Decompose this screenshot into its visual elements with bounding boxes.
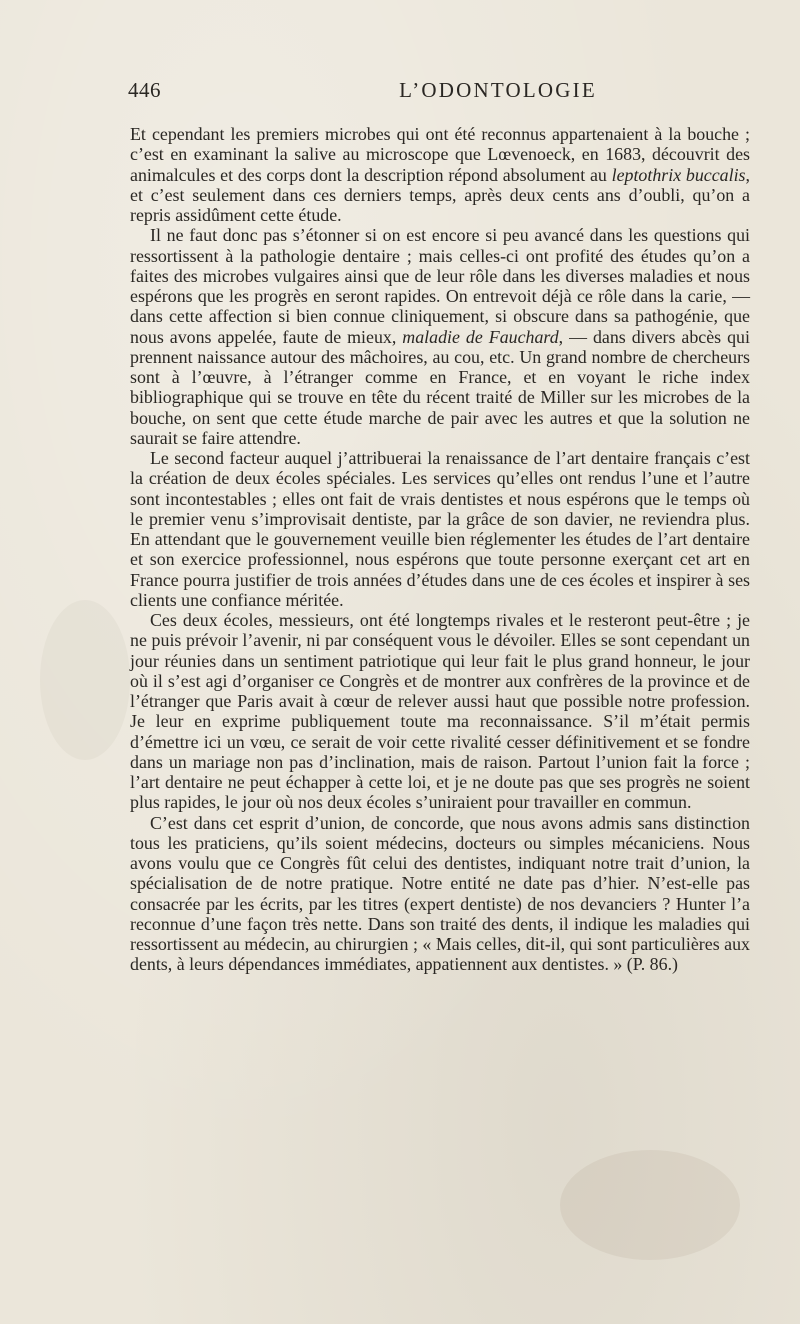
paragraph-text: , et c’est seulement dans ces derniers temps, après deux cents ans d’oubli, qu’on a repris assidûment cette étude.	[130, 164, 750, 225]
paragraph-text: Il ne faut donc pas s’étonner si on est encore si peu avancé dans les questions qui ressortissent à la pathologie dentaire ; mais celles-ci ont profité des études qu’on a faites des microbes vulgaires ainsi que de leur rôle dans les diverses maladies et nous espérons que les progrès en seront rapides. On entrevoit déjà ce rôle dans la carie, — dans cette affection si bien connue cliniquement, si obscure dans sa pathogénie, que nous avons appelée, faute de mieux,	[130, 225, 750, 347]
page-header	[128, 78, 748, 108]
paragraph	[130, 124, 750, 225]
italic-term: maladie de Fauchard	[402, 326, 559, 347]
paper-stain	[40, 600, 130, 760]
paragraph-text: Et cependant les premiers microbes qui ont été reconnus appartenaient à la bouche ; c’est en examinant la salive au microscope que Lœvenoeck, en 1683, découvrit des animalcules et des corps dont la description répond absolument au	[130, 124, 750, 185]
page-number: 446	[128, 78, 161, 102]
paragraph-text: , — dans divers abcès qui prennent naissance autour des mâchoires, au cou, etc. Un grand nombre de chercheurs sont à l’œuvre, à l’étranger comme en France, et en voyant le riche index bibliographique qui se trouve en tête du récent traité de Miller sur les microbes de la bouche, on sent que cette étude marche de pair avec les autres et que la solution ne saurait se faire attendre.	[130, 326, 750, 448]
body-text	[130, 124, 750, 975]
italic-term: leptothrix buccalis	[611, 164, 746, 185]
paper-stain	[560, 1150, 740, 1260]
paragraph: Le second facteur auquel j’attribuerai la renaissance de l’art dentaire français c’est la création de deux écoles spéciales. Les services qu’elles ont rendus l’une et l’autre sont incontestables ; elles ont fait de vrais dentistes et nous espérons que le temps où le premier venu s’improvisait dentiste, par la grâce de son davier, ne reviendra plus. En attendant que le gouvernement veuille bien réglementer les études de l’art dentaire et son exercice professionnel, nous espérons que toute personne exerçant cet art en France pourra justifier de trois années d’études dans une de ces écoles et inspirer à ses clients une confiance méritée.	[130, 448, 750, 610]
paragraph: C’est dans cet esprit d’union, de concorde, que nous avons admis sans distinction tous les praticiens, qu’ils soient médecins, docteurs ou simples mécaniciens. Nous avons voulu que ce Congrès fût celui des dentistes, indiquant notre trait d’union, la spécialisation de de notre pratique. Notre entité ne date pas d’hier. N’est-elle pas consacrée par les écrits, par les titres (expert dentiste) de nos devanciers ? Hunter l’a reconnue d’une façon très nette. Dans son traité des dents, il indique les maladies qui ressortissent au médecin, au chirurgien ; « Mais celles, dit-il, qui sont particulières aux dents, à leurs dépendances immédiates, appatiennent aux dentistes. » (P. 86.)	[130, 812, 750, 975]
paragraph	[130, 225, 750, 448]
running-title: L’ODONTOLOGIE	[399, 78, 597, 102]
paragraph: Ces deux écoles, messieurs, ont été longtemps rivales et le resteront peut-être ; je ne puis prévoir l’avenir, ni par conséquent vous le dévoiler. Elles se sont cependant un jour réunies dans un sentiment patriotique qui leur fait le plus grand honneur, le jour où il s’est agi d’organiser ce Congrès et de montrer aux confrères de la province et de l’étranger que Paris avait à cœur de relever aussi haut que possible notre profession. Je leur en exprime publiquement toute ma reconnaissance. S’il m’était permis d’émettre ici un vœu, ce serait de voir cette rivalité cesser définitivement et se fondre dans un mariage non pas d’inclination, mais de raison. Partout l’union fait la force ; l’art dentaire ne peut échapper à cette loi, et je ne doute pas que ses progrès ne soient plus rapides, le jour où nos deux écoles s’uniraient pour travailler en commun.	[130, 610, 750, 813]
